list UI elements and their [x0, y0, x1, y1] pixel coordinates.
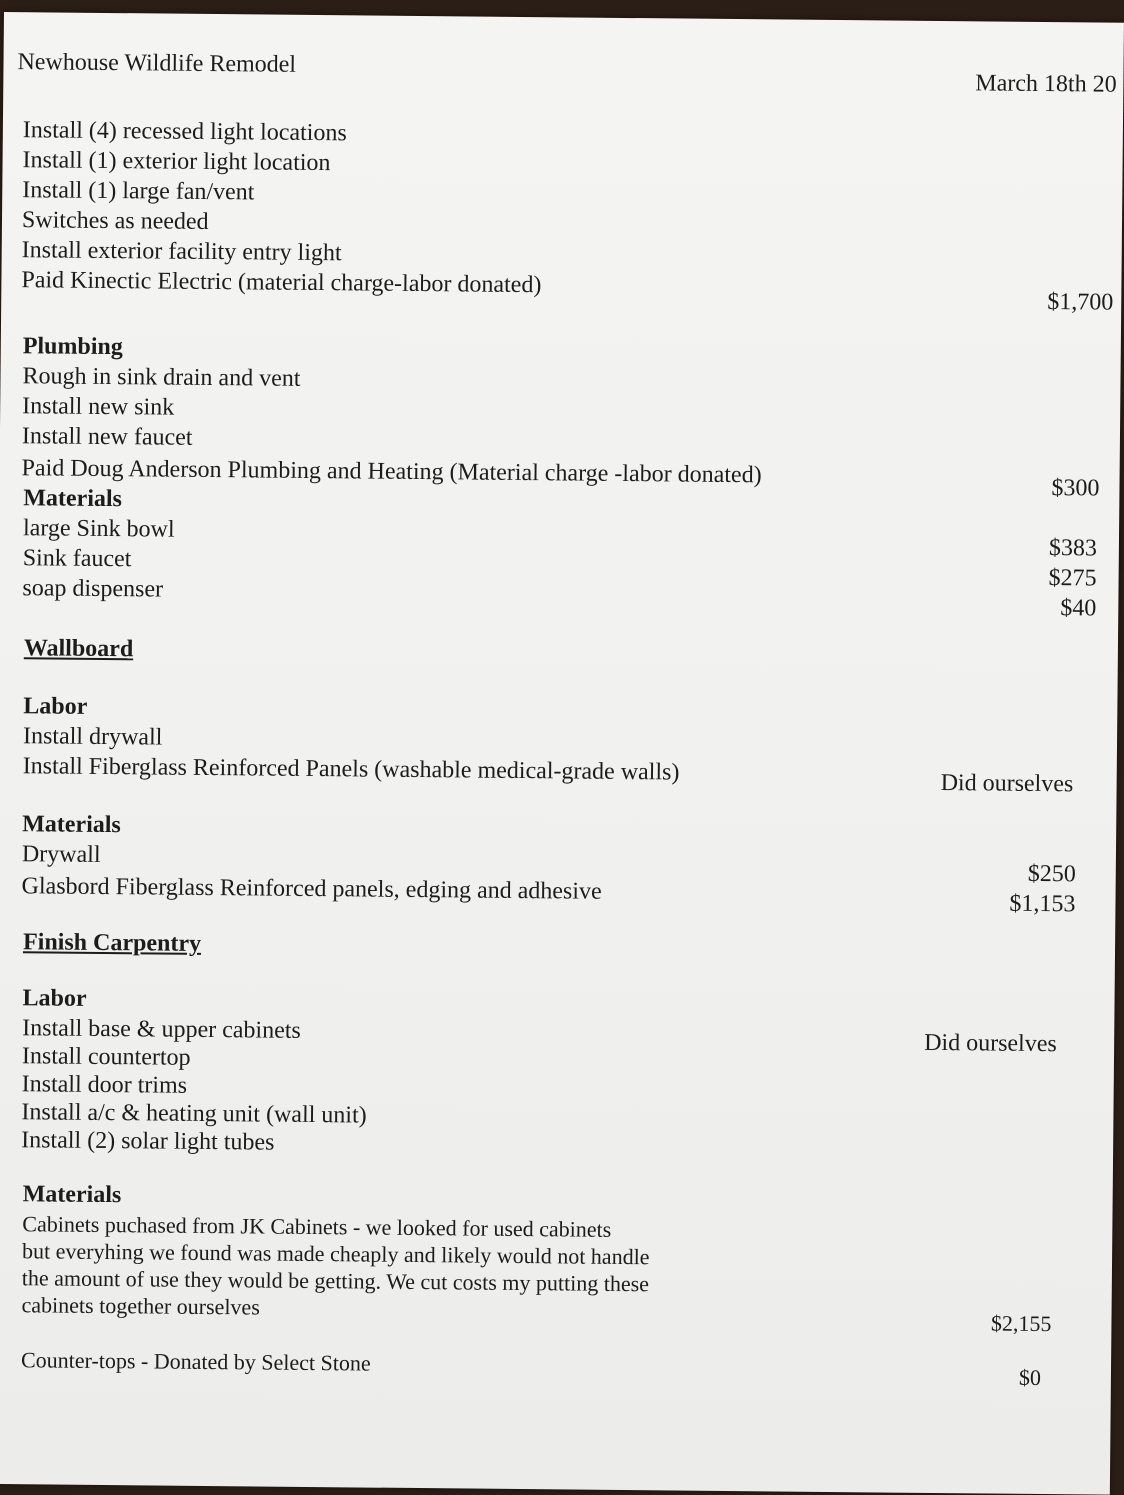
amount: $1,700: [1047, 289, 1114, 316]
subsection-heading: Materials: [23, 485, 123, 513]
material-item: soap dispenser: [22, 575, 164, 603]
line-item: Install (1) exterior light location: [22, 147, 331, 177]
labor-note: Did ourselves: [924, 1029, 1057, 1058]
line-item: Install Fiberglass Reinforced Panels (washable medical-grade walls): [22, 753, 680, 786]
note-line: cabinets together ourselves: [21, 1292, 260, 1320]
section-heading: Finish Carpentry: [22, 929, 202, 957]
amount: $275: [1048, 565, 1097, 592]
line-item: Paid Doug Anderson Plumbing and Heating (Material charge -labor donated): [21, 455, 762, 489]
note-line: Cabinets puchased from JK Cabinets - we looked for used cabinets: [22, 1211, 612, 1242]
section-heading: Wallboard: [23, 635, 134, 663]
line-item: Counter-tops - Donated by Select Stone: [20, 1347, 371, 1376]
material-item: Drywall: [21, 841, 101, 868]
material-item: large Sink bowl: [22, 515, 175, 543]
material-item: Glasbord Fiberglass Reinforced panels, edging and adhesive: [21, 873, 602, 905]
line-item: Rough in sink drain and vent: [22, 363, 301, 392]
amount: $300: [1051, 475, 1100, 502]
line-item: Install countertop: [21, 1043, 191, 1071]
amount: $2,155: [990, 1310, 1052, 1337]
line-item: Switches as needed: [21, 207, 209, 235]
line-item: Install base & upper cabinets: [22, 1015, 301, 1044]
line-item: Install drywall: [22, 723, 163, 751]
subsection-heading: Materials: [22, 811, 121, 839]
line-item: Install (4) recessed light locations: [22, 117, 347, 147]
line-item: Install a/c & heating unit (wall unit): [21, 1099, 367, 1129]
line-item: Paid Kinectic Electric (material charge-labor donated): [21, 267, 542, 299]
line-item: Install door trims: [21, 1071, 188, 1099]
line-item: Install new faucet: [21, 423, 193, 451]
section-heading: Plumbing: [22, 333, 123, 361]
document-page: [0, 12, 1124, 1495]
amount: $250: [1027, 860, 1076, 888]
line-item: Install new sink: [22, 393, 175, 421]
material-item: Sink faucet: [22, 545, 132, 573]
note-line: but everyhing we found was made cheaply and likely would not handle: [21, 1238, 650, 1270]
line-item: Install (2) solar light tubes: [21, 1127, 275, 1156]
subsection-heading: Materials: [22, 1181, 122, 1209]
line-item: Install (1) large fan/vent: [22, 177, 255, 206]
amount: $1,153: [1009, 890, 1076, 918]
amount: $40: [1060, 595, 1097, 622]
amount: $383: [1048, 535, 1098, 562]
amount: $0: [1018, 1364, 1042, 1391]
document-date: March 18th 20: [975, 70, 1117, 98]
line-item: Install exterior facility entry light: [21, 237, 342, 267]
labor-note: Did ourselves: [940, 770, 1074, 798]
subsection-heading: Labor: [22, 985, 87, 1012]
subsection-heading: Labor: [23, 693, 88, 720]
note-line: the amount of use they would be getting. We cut costs my putting these: [21, 1265, 650, 1297]
document-title: Newhouse Wildlife Remodel: [17, 49, 297, 78]
